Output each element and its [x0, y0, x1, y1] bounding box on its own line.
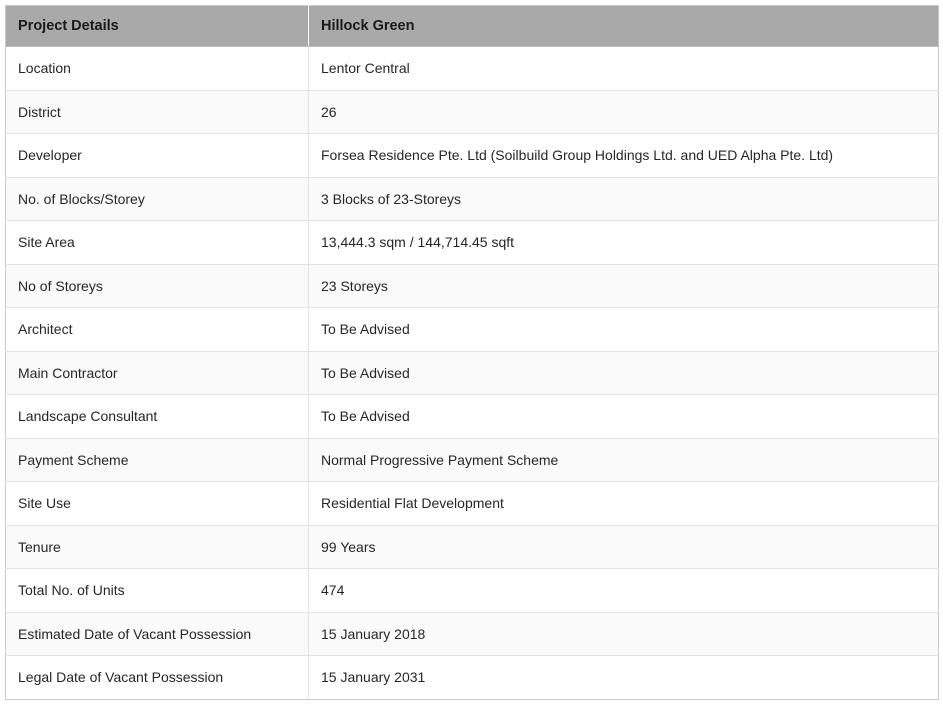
row-value: 15 January 2018 — [309, 612, 939, 656]
row-label: District — [6, 90, 309, 134]
row-label: No of Storeys — [6, 264, 309, 308]
table-row — [6, 90, 939, 134]
table-header-row — [6, 6, 939, 47]
row-label: Site Use — [6, 482, 309, 526]
row-value: 3 Blocks of 23-Storeys — [309, 177, 939, 221]
table-row — [6, 221, 939, 265]
row-value: 99 Years — [309, 525, 939, 569]
table-row — [6, 134, 939, 178]
table-row — [6, 438, 939, 482]
row-label: Estimated Date of Vacant Possession — [6, 612, 309, 656]
row-label: Total No. of Units — [6, 569, 309, 613]
table-row — [6, 308, 939, 352]
row-label: Main Contractor — [6, 351, 309, 395]
table-row — [6, 569, 939, 613]
table-row — [6, 525, 939, 569]
table-row — [6, 177, 939, 221]
row-label: Developer — [6, 134, 309, 178]
column-header-project-details: Project Details — [6, 6, 309, 47]
table-row — [6, 47, 939, 91]
row-value: Lentor Central — [309, 47, 939, 91]
row-value: 474 — [309, 569, 939, 613]
row-label: Landscape Consultant — [6, 395, 309, 439]
table-row — [6, 482, 939, 526]
table-row — [6, 351, 939, 395]
row-value: 23 Storeys — [309, 264, 939, 308]
row-value: Forsea Residence Pte. Ltd (Soilbuild Group Holdings Ltd. and UED Alpha Pte. Ltd) — [309, 134, 939, 178]
document-page — [0, 5, 943, 722]
row-value: To Be Advised — [309, 351, 939, 395]
row-value: 26 — [309, 90, 939, 134]
row-label: Site Area — [6, 221, 309, 265]
row-value: 13,444.3 sqm / 144,714.45 sqft — [309, 221, 939, 265]
table-row — [6, 395, 939, 439]
table-row — [6, 656, 939, 700]
column-header-hillock-green: Hillock Green — [309, 6, 939, 47]
row-label: No. of Blocks/Storey — [6, 177, 309, 221]
row-value: To Be Advised — [309, 308, 939, 352]
project-details-table — [5, 5, 939, 700]
row-label: Tenure — [6, 525, 309, 569]
row-value: Normal Progressive Payment Scheme — [309, 438, 939, 482]
row-value: To Be Advised — [309, 395, 939, 439]
row-label: Architect — [6, 308, 309, 352]
row-label: Payment Scheme — [6, 438, 309, 482]
table-row — [6, 264, 939, 308]
row-label: Legal Date of Vacant Possession — [6, 656, 309, 700]
table-header — [6, 6, 939, 47]
table-body — [6, 47, 939, 700]
row-value: 15 January 2031 — [309, 656, 939, 700]
table-row — [6, 612, 939, 656]
row-value: Residential Flat Development — [309, 482, 939, 526]
row-label: Location — [6, 47, 309, 91]
